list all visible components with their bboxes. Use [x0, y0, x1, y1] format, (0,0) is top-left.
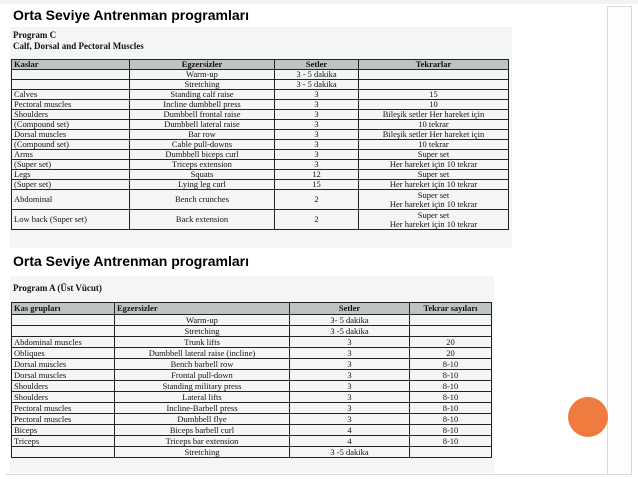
table-cell: Arms — [12, 150, 130, 160]
table-cell: 3 — [290, 381, 410, 392]
table-cell: 3 — [275, 160, 359, 170]
table-cell: 20 — [410, 337, 492, 348]
table-row — [12, 414, 492, 425]
table-cell: Super set — [359, 150, 509, 160]
table-cell: Obliques — [12, 348, 115, 359]
table-cell: 3 - 5 dakika — [275, 70, 359, 80]
table-cell: Her hareket için 10 tekrar — [359, 160, 509, 170]
table-row — [12, 337, 492, 348]
table-cell: 20 — [410, 348, 492, 359]
table-cell: 2 — [275, 190, 359, 210]
table-cell — [359, 70, 509, 80]
table-cell: (Compound set) — [12, 140, 130, 150]
program-c-title: Program C — [13, 30, 57, 40]
table-cell: 15 — [359, 90, 509, 100]
table-cell: Low back (Super set) — [12, 210, 130, 230]
decorative-circle — [568, 397, 608, 437]
table-cell: 8-10 — [410, 436, 492, 447]
table-cell: Bileşik setler Her hareket için — [359, 110, 509, 120]
table-cell: Biceps — [12, 425, 115, 436]
table-row — [12, 370, 492, 381]
table-cell: Incline-Barbell press — [115, 403, 290, 414]
table-row — [12, 447, 492, 458]
table-row — [12, 160, 509, 170]
table-cell — [12, 447, 115, 458]
table-cell: 8-10 — [410, 403, 492, 414]
column-header: Kas grupları — [12, 303, 115, 315]
table-cell: 3 — [290, 359, 410, 370]
table-cell: 3 — [290, 348, 410, 359]
table-cell: 8-10 — [410, 381, 492, 392]
table-cell: 3 — [275, 120, 359, 130]
table-cell: 12 — [275, 170, 359, 180]
table-cell: 3 — [290, 392, 410, 403]
table-cell: Super set — [359, 170, 509, 180]
table-cell: Trunk lifts — [115, 337, 290, 348]
table-cell — [359, 80, 509, 90]
table-cell: Her hareket için 10 tekrar — [359, 180, 509, 190]
table-cell: 3 - 5 dakika — [275, 80, 359, 90]
table-cell — [410, 315, 492, 326]
table-cell: Shoulders — [12, 381, 115, 392]
table-cell — [12, 315, 115, 326]
table-cell: Bench crunches — [130, 190, 275, 210]
table-row — [12, 326, 492, 337]
table-cell: Cable pull-downs — [130, 140, 275, 150]
table-cell: Warm-up — [130, 70, 275, 80]
table-cell: Warm-up — [115, 315, 290, 326]
table-cell: Dumbbell lateral raise (incline) — [115, 348, 290, 359]
slide-heading-2: Orta Seviye Antrenman programları — [13, 253, 250, 269]
program-c-subtitle: Calf, Dorsal and Pectoral Muscles — [13, 41, 144, 51]
table-cell: Back extension — [130, 210, 275, 230]
table-cell: Abdominal muscles — [12, 337, 115, 348]
table-header-row — [12, 60, 509, 70]
table-cell: Super set Her hareket için 10 tekrar — [359, 210, 509, 230]
table-row — [12, 403, 492, 414]
table-cell: Bar row — [130, 130, 275, 140]
table-cell: 3 — [290, 414, 410, 425]
table-cell: Squats — [130, 170, 275, 180]
table-row — [12, 90, 509, 100]
table-cell: Incline dumbbell press — [130, 100, 275, 110]
table-cell: Super set Her hareket için 10 tekrar — [359, 190, 509, 210]
table-cell: Pectoral muscles — [12, 414, 115, 425]
table-cell — [12, 70, 130, 80]
table-cell: 8-10 — [410, 359, 492, 370]
table-cell: 4 — [290, 436, 410, 447]
table-cell: (Compound set) — [12, 120, 130, 130]
table-cell: 3 — [290, 403, 410, 414]
table-row — [12, 190, 509, 210]
table-cell: 8-10 — [410, 414, 492, 425]
table-row — [12, 392, 492, 403]
table-cell: Standing military press — [115, 381, 290, 392]
table-cell: Standing calf raise — [130, 90, 275, 100]
table-cell: 3 — [275, 140, 359, 150]
slide-right-border — [607, 6, 632, 475]
slide-bottom-border — [6, 474, 606, 475]
table-row — [12, 170, 509, 180]
program-a-title: Program A (Üst Vücut) — [13, 283, 102, 293]
table-row — [12, 130, 509, 140]
table-cell: Shoulders — [12, 392, 115, 403]
table-cell: 3 — [275, 110, 359, 120]
table-cell: Biceps barbell curl — [115, 425, 290, 436]
table-cell: Calves — [12, 90, 130, 100]
table-cell: 3- 5 dakika — [290, 315, 410, 326]
table-cell: Pectoral muscles — [12, 403, 115, 414]
table-cell: 3 -5 dakika — [290, 326, 410, 337]
table-cell: Shoulders — [12, 110, 130, 120]
table-row — [12, 150, 509, 160]
table-cell: Lateral lifts — [115, 392, 290, 403]
table-cell: Frontal pull-down — [115, 370, 290, 381]
column-header: Setler — [290, 303, 410, 315]
table-cell: Stretching — [115, 447, 290, 458]
table-cell: Dumbbell lateral raise — [130, 120, 275, 130]
table-cell: Stretching — [130, 80, 275, 90]
table-row — [12, 381, 492, 392]
table-cell: Dumbbell biceps curl — [130, 150, 275, 160]
table-cell — [12, 326, 115, 337]
table-cell: Pectoral muscles — [12, 100, 130, 110]
table-cell: 15 — [275, 180, 359, 190]
table-cell: Dorsal muscles — [12, 359, 115, 370]
table-cell: Abdominal — [12, 190, 130, 210]
table-row — [12, 210, 509, 230]
table-row — [12, 436, 492, 447]
table-cell: 8-10 — [410, 392, 492, 403]
table-cell: 3 — [275, 150, 359, 160]
table-cell: Triceps — [12, 436, 115, 447]
table-cell: Bileşik setler Her hareket için — [359, 130, 509, 140]
table-cell: 3 — [275, 90, 359, 100]
table-cell: 3 — [275, 100, 359, 110]
table-cell: Bench barbell row — [115, 359, 290, 370]
table-row — [12, 100, 509, 110]
table-cell: 8-10 — [410, 370, 492, 381]
table-row — [12, 315, 492, 326]
table-cell: 3 — [275, 130, 359, 140]
table-cell: Dorsal muscles — [12, 370, 115, 381]
table-cell: (Super set) — [12, 160, 130, 170]
table-row — [12, 425, 492, 436]
table-cell: Dorsal muscles — [12, 130, 130, 140]
table-cell: Dumbbell flye — [115, 414, 290, 425]
table-cell: Lying leg curl — [130, 180, 275, 190]
table-cell: Legs — [12, 170, 130, 180]
table-cell: Triceps extension — [130, 160, 275, 170]
table-row — [12, 70, 509, 80]
table-row — [12, 359, 492, 370]
table-cell: 3 — [290, 337, 410, 348]
table-cell: 2 — [275, 210, 359, 230]
table-row — [12, 180, 509, 190]
column-header: Setler — [275, 60, 359, 70]
table-cell: Triceps bar extension — [115, 436, 290, 447]
table-cell: Dumbbell frontal raise — [130, 110, 275, 120]
table-cell: 10 tekrar — [359, 140, 509, 150]
table-cell: 4 — [290, 425, 410, 436]
table-cell: 3 — [290, 370, 410, 381]
table-cell: Stretching — [115, 326, 290, 337]
program-c-table — [11, 59, 509, 230]
table-cell: 10 tekrar — [359, 120, 509, 130]
column-header: Egzersizler — [115, 303, 290, 315]
table-cell — [410, 447, 492, 458]
table-cell: 8-10 — [410, 425, 492, 436]
column-header: Tekrar sayıları — [410, 303, 492, 315]
slide-top-band — [0, 0, 638, 4]
slide-heading-1: Orta Seviye Antrenman programları — [13, 7, 250, 23]
table-row — [12, 120, 509, 130]
column-header: Tekrarlar — [359, 60, 509, 70]
column-header: Egzersizler — [130, 60, 275, 70]
table-row — [12, 140, 509, 150]
table-cell: 3 -5 dakika — [290, 447, 410, 458]
program-a-table — [11, 302, 492, 458]
table-cell: (Super set) — [12, 180, 130, 190]
table-row — [12, 348, 492, 359]
table-cell — [410, 326, 492, 337]
table-cell: 10 — [359, 100, 509, 110]
table-row — [12, 110, 509, 120]
table-cell — [12, 80, 130, 90]
table-header-row — [12, 303, 492, 315]
table-row — [12, 80, 509, 90]
column-header: Kaslar — [12, 60, 130, 70]
